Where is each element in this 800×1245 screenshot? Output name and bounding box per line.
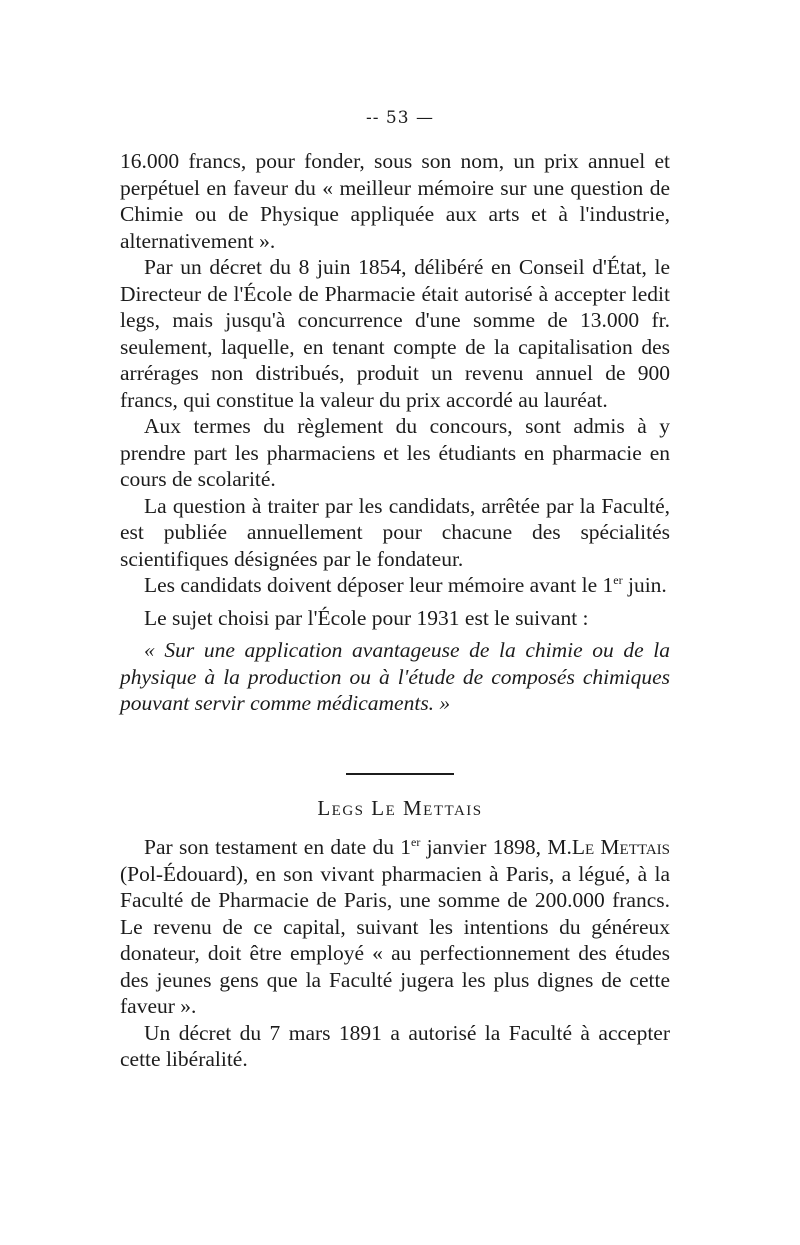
subject-quote: « Sur une application avantageuse de la chimie ou de la physique à la production ou à l'étude de composés chimiques pouvant servir comme médicaments. » bbox=[120, 638, 670, 715]
subject-intro-paragraph: Le sujet choisi par l'École pour 1931 est le suivant : bbox=[144, 605, 589, 630]
section-title: Legs Le Mettais bbox=[317, 796, 483, 820]
deadline-paragraph bbox=[120, 572, 670, 599]
testament-date: janvier 1898, M. bbox=[420, 835, 572, 859]
page-number: -- 53 — bbox=[366, 108, 434, 128]
deadline-month: juin. bbox=[622, 573, 667, 597]
rules-paragraph: Aux termes du règlement du concours, sont admis à y prendre part les pharmaciens et les étudiants en pharmacie en cours de scolarité. bbox=[120, 414, 670, 491]
testament-text: Par son testament en date du 1 bbox=[144, 835, 412, 859]
testament-paragraph bbox=[120, 834, 670, 1020]
section-divider bbox=[346, 773, 454, 775]
top-text-block bbox=[120, 148, 670, 717]
deadline-text: Les candidats doivent déposer leur mémoire avant le 1 bbox=[144, 573, 614, 597]
bequest-text-block bbox=[120, 834, 670, 1073]
question-paragraph: La question à traiter par les candidats, arrêtée par la Faculté, est publiée annuellement pour chacune des spécialités scientifiques désignées par le fondateur. bbox=[120, 493, 670, 571]
donor-name: Le Mettais bbox=[571, 835, 670, 859]
testament-ordinal: er bbox=[411, 835, 421, 849]
decree-paragraph: Par un décret du 8 juin 1854, délibéré en Conseil d'État, le Directeur de l'École de Pharmacie était autorisé à accepter ledit legs, mais jusqu'à concurrence d'une somme de 13.000 fr. seulement, laquelle, en tenant compte de la capitalisation des arrérages non distribués, produit un revenu annuel de 900 francs, qui constitue la valeur du prix accordé au lauréat. bbox=[120, 255, 670, 412]
authorization-paragraph: Un décret du 7 mars 1891 a autorisé la Faculté à accepter cette libéralité. bbox=[120, 1020, 670, 1071]
testament-body: (Pol-Édouard), en son vivant pharmacien à Paris, a légué, à la Faculté de Pharmacie de Paris, une somme de 200.000 francs. Le revenu de ce capital, suivant les intentions du généreux donateur, doit être employé « au perfectionnement des études des jeunes gens que la Faculté jugera les plus dignes de cette faveur ». bbox=[120, 861, 670, 1018]
deadline-ordinal: er bbox=[613, 573, 623, 587]
continuation-paragraph: 16.000 francs, pour fonder, sous son nom, un prix annuel et perpétuel en faveur du « meilleur mémoire sur une question de Chimie ou de Physique appliquée aux arts et à l'industrie, alternativement ». bbox=[120, 149, 670, 253]
